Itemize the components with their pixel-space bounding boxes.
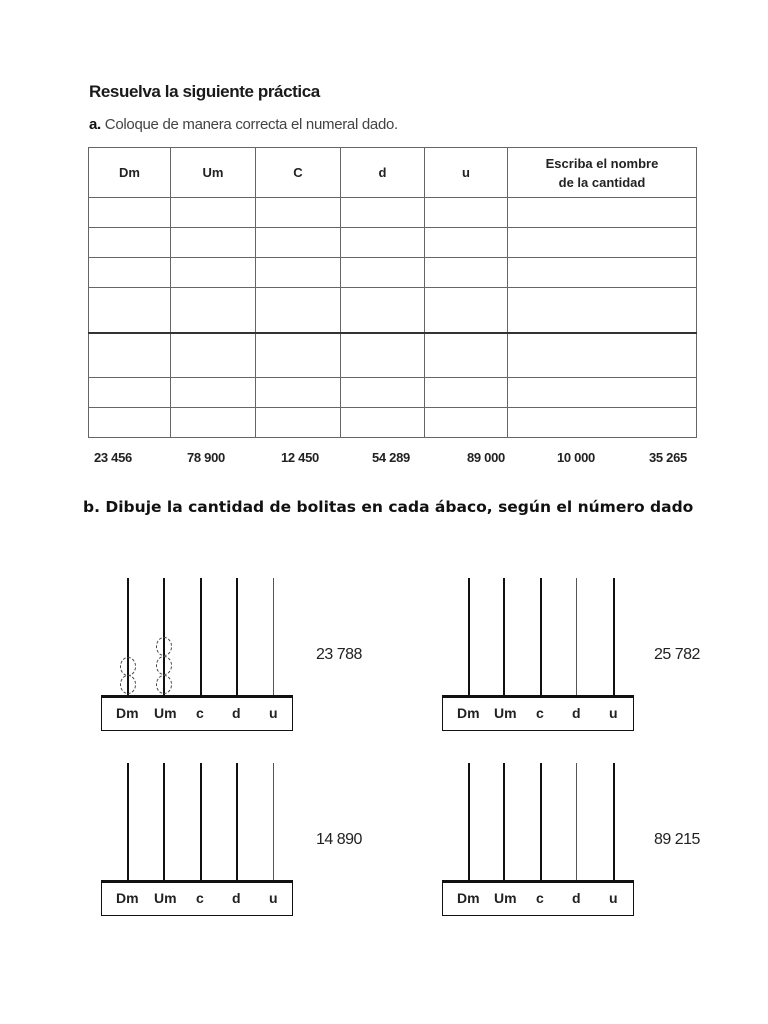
place-value-table: [88, 147, 697, 438]
header-d: d: [341, 148, 425, 198]
instruction-a-text: Coloque de manera correcta el numeral dado.: [104, 116, 398, 133]
table-cell[interactable]: [425, 258, 508, 288]
abacus-label: u: [609, 890, 618, 906]
header-name-line1: Escriba el nombre: [545, 155, 659, 171]
table-cell[interactable]: [89, 378, 171, 408]
header-u: u: [425, 148, 508, 198]
numeral-item: 10 000: [557, 450, 595, 465]
abacus-rod: [273, 763, 274, 881]
abacus-rod: [236, 763, 238, 881]
table-cell[interactable]: [171, 378, 256, 408]
table-cell[interactable]: [256, 408, 341, 438]
table-cell[interactable]: [341, 333, 425, 378]
abacus-rod: [503, 578, 505, 696]
numeral-item: 35 265: [649, 450, 687, 465]
abacus-rod: [503, 763, 505, 881]
table-cell[interactable]: [341, 408, 425, 438]
abacus-label: Um: [154, 705, 177, 721]
table-cell[interactable]: [171, 228, 256, 258]
table-row: [89, 333, 697, 378]
abacus-rod: [576, 578, 577, 696]
abacus-number: 25 782: [654, 646, 700, 663]
instruction-b: b. Dibuje la cantidad de bolitas en cada ábaco, según el número dado: [83, 498, 694, 516]
bead-outline: [156, 637, 172, 656]
abacus-label: Dm: [116, 705, 139, 721]
table-row: [89, 288, 697, 333]
abacus-label: Um: [494, 705, 517, 721]
table-cell[interactable]: [425, 378, 508, 408]
abacus-label: Dm: [116, 890, 139, 906]
table-cell[interactable]: [508, 378, 697, 408]
header-name-line2: de la cantidad: [558, 174, 646, 190]
table-cell[interactable]: [89, 228, 171, 258]
abacus-number: 89 215: [654, 831, 700, 848]
table-cell[interactable]: [425, 288, 508, 333]
instruction-a-letter: a.: [89, 116, 101, 133]
abacus-1: [101, 578, 362, 733]
abacus-number: 23 788: [316, 646, 362, 663]
abacus-label: d: [232, 890, 241, 906]
abacus-label: u: [609, 705, 618, 721]
table-row: [89, 198, 697, 228]
abacus-label: c: [196, 705, 204, 721]
header-dm: Dm: [89, 148, 171, 198]
table-cell[interactable]: [341, 378, 425, 408]
abacus-labels: [101, 698, 293, 731]
header-c: C: [256, 148, 341, 198]
table-cell[interactable]: [256, 288, 341, 333]
table-cell[interactable]: [256, 333, 341, 378]
table-cell[interactable]: [341, 258, 425, 288]
table-cell[interactable]: [256, 228, 341, 258]
table-cell[interactable]: [425, 198, 508, 228]
abacus-label: u: [269, 705, 278, 721]
table-cell[interactable]: [425, 228, 508, 258]
abacus-rod: [540, 578, 542, 696]
abacus-label: d: [232, 705, 241, 721]
table-cell[interactable]: [256, 378, 341, 408]
header-name: [508, 148, 697, 198]
table-cell[interactable]: [89, 333, 171, 378]
abacus-labels: [442, 883, 634, 916]
abacus-label: Dm: [457, 890, 480, 906]
table-cell[interactable]: [89, 288, 171, 333]
table-header-row: [89, 148, 697, 198]
abacus-label: c: [196, 890, 204, 906]
abacus-rod: [540, 763, 542, 881]
abacus-rod: [163, 763, 165, 881]
numeral-item: 23 456: [94, 450, 132, 465]
table-cell[interactable]: [341, 288, 425, 333]
abacus-rod: [468, 763, 470, 881]
abacus-rod: [200, 578, 202, 696]
table-cell[interactable]: [508, 288, 697, 333]
table-cell[interactable]: [425, 333, 508, 378]
abacus-label: Um: [494, 890, 517, 906]
table-cell[interactable]: [171, 333, 256, 378]
table-cell[interactable]: [508, 408, 697, 438]
abacus-3: [101, 763, 362, 918]
instruction-a: [89, 116, 398, 133]
abacus-rod: [236, 578, 238, 696]
numeral-item: 78 900: [187, 450, 225, 465]
numeral-item: 12 450: [281, 450, 319, 465]
table-cell[interactable]: [171, 408, 256, 438]
abacus-label: Um: [154, 890, 177, 906]
table-row: [89, 228, 697, 258]
table-row: [89, 378, 697, 408]
table-cell[interactable]: [425, 408, 508, 438]
abacus-label: c: [536, 890, 544, 906]
table-cell[interactable]: [89, 408, 171, 438]
table-cell[interactable]: [256, 258, 341, 288]
abacus-rod: [613, 763, 615, 881]
header-um: Um: [171, 148, 256, 198]
table-cell[interactable]: [508, 333, 697, 378]
table-cell[interactable]: [508, 228, 697, 258]
abacus-labels: [101, 883, 293, 916]
bead-outline: [156, 675, 172, 694]
table-cell[interactable]: [341, 228, 425, 258]
abacus-label: c: [536, 705, 544, 721]
table-cell[interactable]: [341, 198, 425, 228]
abacus-rod: [468, 578, 470, 696]
page-title: Resuelva la siguiente práctica: [89, 82, 320, 101]
table-cell[interactable]: [256, 198, 341, 228]
bead-outline: [156, 656, 172, 675]
numeral-list: [88, 450, 708, 470]
table-row: [89, 258, 697, 288]
table-cell[interactable]: [171, 198, 256, 228]
table-cell[interactable]: [89, 198, 171, 228]
abacus-4: [442, 763, 700, 918]
abacus-2: [442, 578, 700, 733]
table-cell[interactable]: [89, 258, 171, 288]
abacus-labels: [442, 698, 634, 731]
numeral-item: 89 000: [467, 450, 505, 465]
abacus-rod: [200, 763, 202, 881]
abacus-label: d: [572, 705, 581, 721]
abacus-rod: [613, 578, 615, 696]
abacus-rod: [576, 763, 577, 881]
table-cell[interactable]: [508, 258, 697, 288]
table-row: [89, 408, 697, 438]
table-cell[interactable]: [171, 288, 256, 333]
numeral-item: 54 289: [372, 450, 410, 465]
abacus-label: Dm: [457, 705, 480, 721]
bead-outline: [120, 657, 136, 676]
bead-outline: [120, 675, 136, 694]
abacus-label: u: [269, 890, 278, 906]
abacus-number: 14 890: [316, 831, 362, 848]
abacus-label: d: [572, 890, 581, 906]
table-cell[interactable]: [171, 258, 256, 288]
table-cell[interactable]: [508, 198, 697, 228]
abacus-rod: [127, 763, 129, 881]
abacus-rod: [273, 578, 274, 696]
